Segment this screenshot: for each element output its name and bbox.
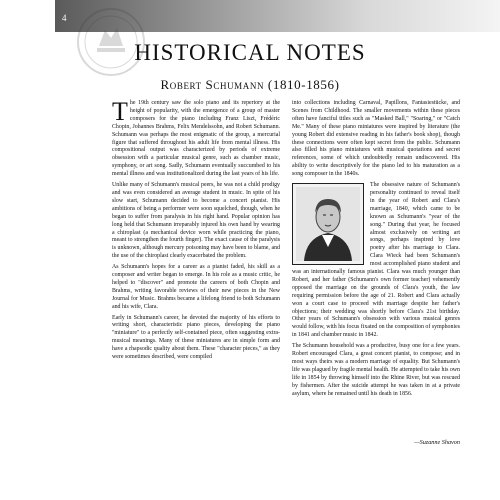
paragraph: Unlike many of Schumann's musical peers, he was not a child prodigy and was even considered an average student in music. In spite of his slow start, Schumann decided to become a concert pianist. His ambitions of being a performer were soon squelched, though, when he began to suffer from paralysis in his right hand. Popular opinion has long held that Schumann irreparably injured his own hand by wearing a chiroplast (a mechanical device worn while practicing the piano, meant to strengthen the fourth finger). The exact cause of the paralysis is unknown, although mercury poisoning may have been to blame, and the use of the chiroplast clearly exacerbated the problem. <box>112 182 280 260</box>
paragraph: Early in Schumann's career, he devoted the majority of his efforts to writing short, characteristic piano pieces, developing the piano "miniature" to a perfectly self-contained piece, often suggesting extra-musical meanings. Many of these miniatures are in simple form and have a rhapsodic quality about them. These "character pieces," as they were sometimes described, were compiled <box>112 314 280 361</box>
attribution: —Suzanne Shavon <box>414 439 460 446</box>
paragraph: The Schumann household was a productive, busy one for a few years. Robert encouraged Clara, a great concert pianist, to compose; and in most ways theirs was a modern marriage of equality. But Schumann's life was plagued by fragile mental health. He attempted to take his own life in 1854 by throwing himself into the Rhine River, but was rescued by fishermen. After the suicide attempt he was taken in at a private asylum, where he remained until his death in 1856. <box>292 343 460 397</box>
drop-cap: T <box>112 97 128 126</box>
schumann-portrait <box>292 183 364 265</box>
right-column <box>292 100 460 402</box>
page-number: 4 <box>62 13 67 23</box>
paragraph: The obsessive nature of Schumann's personality continued to reveal itself in the year of Robert and Clara's marriage, 1840, which came to be known as Schumann's "year of the song." During that year, he focused almost exclusively on writing art songs, perhaps inspired by love poetry after his marriage to Clara. Clara Wieck had been Schumann's most accomplished piano student and was an internationally famous pianist. Clara was much younger than Robert, and her father (Schumann's own former teacher) vehemently opposed the marriage on the grounds of Clara's youth, the law requiring permission before the age of 21. Robert and Clara actually won a court case to proceed with marriage despite her father's objections; their wedding was shortly before Clara's 21st birthday. Other years of Schumann's obsession with various musical genres would follow, with his focus fixated on the composition of symphonies in 1841 and chamber music in 1842. <box>292 182 460 339</box>
paragraph: The 19th century saw the solo piano and its repertory at the height of popularity, with the emergence of a group of master composers for the piano including Franz Liszt, Frédéric Chopin, Johannes Brahms, Felix Mendelssohn, and Robert Schumann. Schumann was perhaps the most enigmatic of the group, a mercurial figure that suffered throughout his adult life from mental illness. His compositional output was characterized by periods of extreme obsession with a particular musical genre, such as chamber music, symphony, or art song. Sadly, Schumann eventually succumbed to his mental illness and was institutionalized during the last years of his life. <box>112 97 280 178</box>
paragraph: into collections including Carnaval, Papillons, Fantasiestücke, and Scenes from Childhood. The smaller movements within these pieces often have fanciful titles such as "Masked Ball," "Soaring," or "Catch Me." Many of these piano miniatures were inspired by literature (the young Robert did extensive reading in his father's book shop), though these connections were often kept secret from the public. Schumann also filled his piano miniatures with musical quotations and secret references, some of which undoubtedly remain undiscovered. His ability to write descriptively for the piano led to his maturation as a song composer in the 1840s. <box>292 100 460 178</box>
paragraph: As Schumann's hopes for a career as a pianist faded, his skill as a composer and writer began to emerge. In his role as a music critic, he helped to "discover" and promote the careers of both Chopin and Brahms, writing favorable reviews of their new pieces in the New Journal for Music. Brahms became a lifelong friend to both Schumann and his wife, Clara. <box>112 264 280 310</box>
page-subtitle: Robert Schumann (1810-1856) <box>160 77 340 92</box>
left-column <box>112 97 280 365</box>
page-title: HISTORICAL NOTES <box>134 40 366 65</box>
